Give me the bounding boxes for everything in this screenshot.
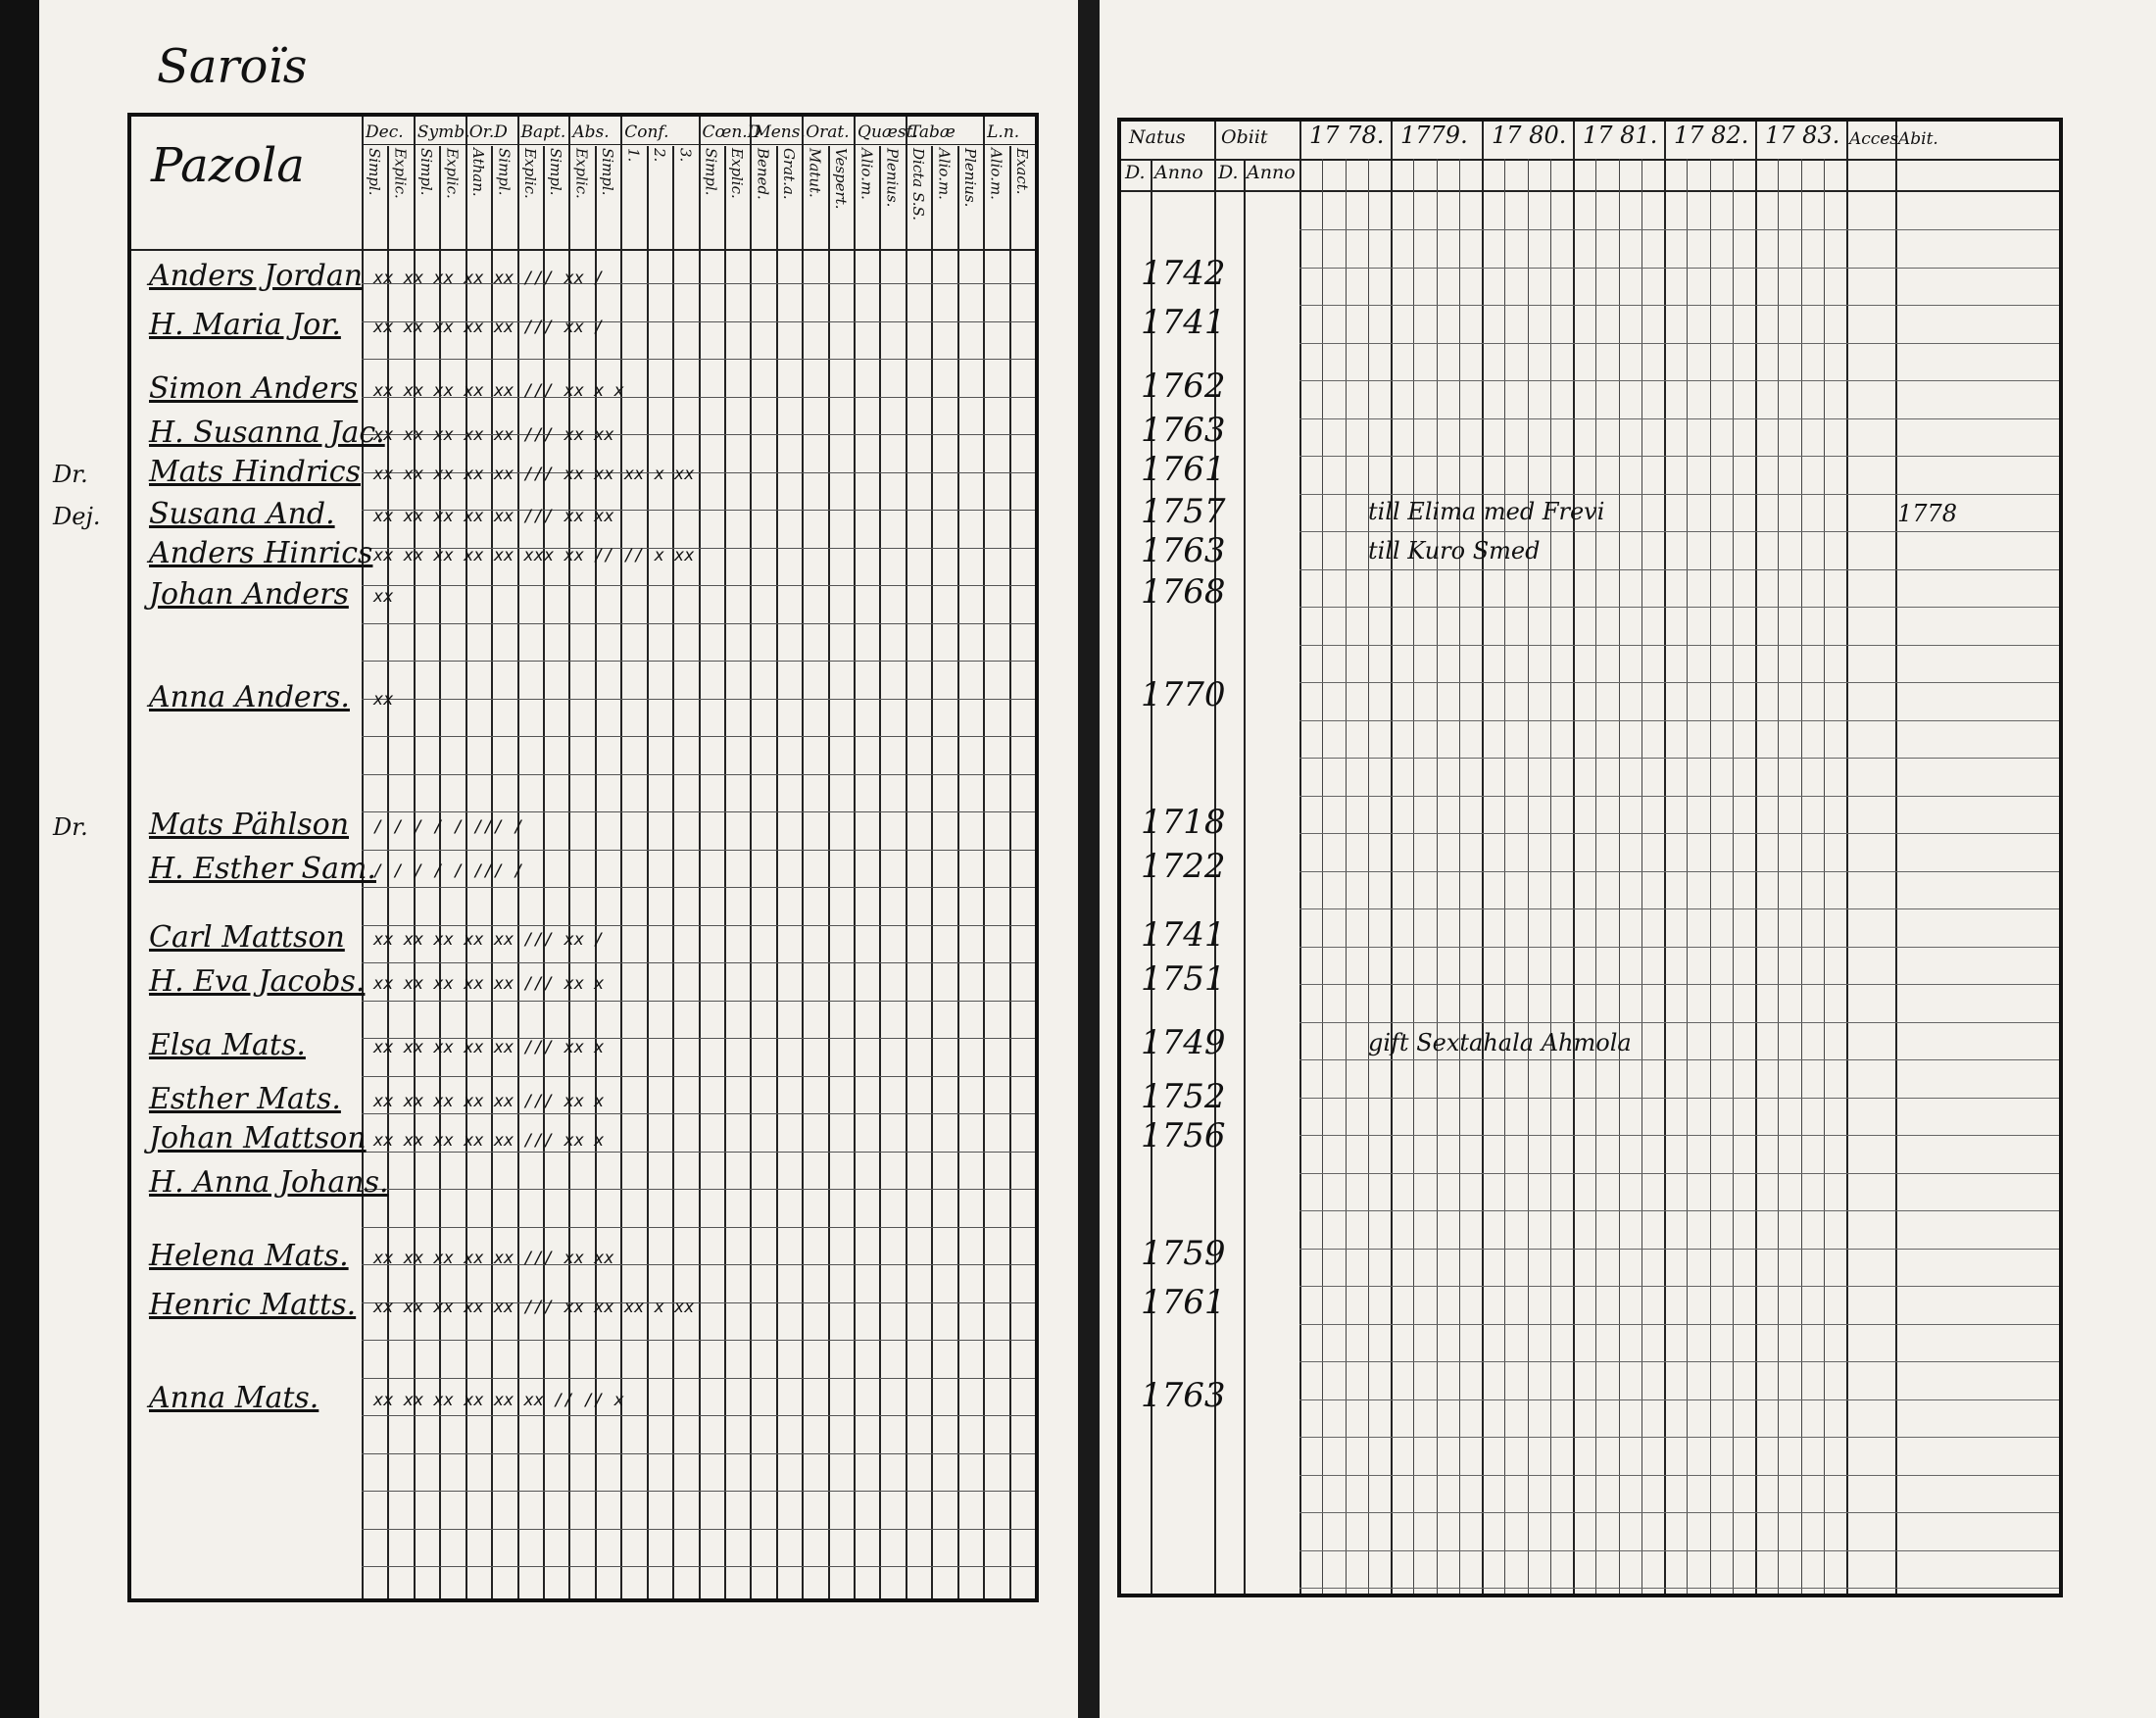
year-sub-divider: [1733, 159, 1734, 1594]
right-header-bottom: [1121, 190, 2059, 192]
abit-header: Abit.: [1898, 129, 1938, 149]
right-row-rule: [1299, 569, 2059, 570]
row-rule: [362, 1378, 1035, 1379]
column-group-header: Abs.: [572, 123, 610, 142]
birth-year: 1770: [1141, 675, 1226, 714]
column-group-divider: [802, 117, 804, 1598]
column-group-header: Bapt.: [520, 123, 566, 142]
page-title: Saroïs: [157, 39, 308, 94]
right-ledger-table: [1117, 118, 2063, 1597]
row-rule: [362, 811, 1035, 812]
sub-column-header: Bened.: [754, 148, 772, 200]
year-header: 17 82.: [1674, 122, 1749, 149]
natus-anno-header: Anno: [1154, 162, 1203, 183]
birth-year: 1768: [1141, 572, 1226, 612]
village-name: Pazola: [151, 138, 305, 193]
catechism-marks: xx xx xx xx xx xx // // x: [373, 1391, 624, 1410]
person-name: H. Esther Sam.: [149, 852, 376, 886]
sub-column-divider: [1009, 146, 1011, 1598]
sub-column-header: Explic.: [520, 148, 539, 199]
catechism-marks: xx xx xx xx xx /// xx /: [373, 318, 605, 337]
row-rule: [362, 1113, 1035, 1114]
right-row-rule: [1299, 418, 2059, 419]
sub-column-header: Plenius.: [883, 148, 902, 208]
right-row-rule: [1299, 1512, 2059, 1513]
sub-column-header: 1.: [624, 148, 643, 163]
row-rule: [362, 661, 1035, 662]
column-group-header: Mens.: [754, 123, 806, 142]
right-row-rule: [1299, 1098, 2059, 1099]
right-row-rule: [1299, 494, 2059, 495]
row-rule: [362, 1415, 1035, 1416]
person-name: Anna Anders.: [149, 680, 350, 714]
person-name: Carl Mattson: [149, 920, 345, 955]
row-rule: [362, 623, 1035, 624]
birth-year: 1722: [1141, 847, 1226, 886]
column-group-header: Tabæ: [908, 123, 956, 142]
right-row-rule: [1299, 645, 2059, 646]
column-group-divider: [466, 117, 467, 1598]
right-row-rule: [1299, 682, 2059, 683]
birth-year: 1761: [1141, 450, 1226, 489]
sub-column-header: Alio.m.: [987, 148, 1005, 200]
year-sub-divider: [1437, 159, 1438, 1594]
catechism-marks: xx: [373, 587, 394, 607]
column-group-divider: [414, 117, 416, 1598]
obiit-header: Obiit: [1221, 126, 1268, 148]
birth-year: 1741: [1141, 915, 1226, 955]
catechism-marks: xx xx xx xx xx xxx xx // // x xx: [373, 546, 695, 565]
right-row-rule: [1299, 268, 2059, 269]
row-rule: [362, 774, 1035, 775]
year-sub-divider: [1528, 159, 1529, 1594]
right-row-rule: [1299, 456, 2059, 457]
row-rule: [362, 850, 1035, 851]
year-sub-divider: [1504, 159, 1505, 1594]
sub-column-header: Explic.: [572, 148, 591, 199]
year-sub-divider: [1619, 159, 1620, 1594]
column-group-header: Dec.: [366, 123, 404, 142]
catechism-marks: xx xx xx xx xx /// xx x: [373, 1038, 605, 1057]
person-name: Esther Mats.: [149, 1082, 341, 1116]
row-rule: [362, 1453, 1035, 1454]
right-row-rule: [1299, 1249, 2059, 1250]
year-sub-divider: [1801, 159, 1802, 1594]
obiit-anno-header: Anno: [1247, 162, 1296, 183]
sub-column-divider: [828, 146, 830, 1598]
column-group-header: Conf.: [624, 123, 669, 142]
birth-year: 1761: [1141, 1283, 1226, 1322]
column-group-divider: [699, 117, 701, 1598]
birth-year: 1757: [1141, 492, 1226, 531]
right-row-rule: [1299, 947, 2059, 948]
right-row-rule: [1299, 380, 2059, 381]
header-divider: [131, 249, 1035, 251]
year-header: 1779.: [1400, 122, 1468, 149]
name-prefix: Dr.: [53, 813, 88, 841]
person-name: H. Eva Jacobs.: [149, 964, 366, 999]
catechism-marks: xx xx xx xx xx /// xx x: [373, 1131, 605, 1151]
column-group-divider: [517, 117, 519, 1598]
sub-column-divider: [672, 146, 674, 1598]
right-row-rule: [1299, 1588, 2059, 1589]
sub-column-divider: [931, 146, 933, 1598]
birth-year: 1763: [1141, 1376, 1226, 1415]
column-group-divider: [620, 117, 622, 1598]
sub-column-header: 3.: [676, 148, 695, 163]
right-row-rule: [1299, 720, 2059, 721]
sub-column-header: Explic.: [443, 148, 462, 199]
annotation-note: till Elima med Frevi: [1368, 498, 1605, 525]
row-rule: [362, 925, 1035, 926]
sub-column-header: Alio.m.: [935, 148, 954, 200]
right-row-rule: [1299, 871, 2059, 872]
sub-column-header: Matut.: [806, 148, 824, 198]
row-rule: [362, 699, 1035, 700]
sub-column-header: Exact.: [1012, 148, 1031, 195]
right-row-rule: [1299, 343, 2059, 344]
book-gutter: [1078, 0, 1100, 1718]
person-name: Helena Mats.: [149, 1239, 349, 1273]
row-rule: [362, 1566, 1035, 1567]
person-name: Anders Hinrics: [149, 536, 373, 570]
catechism-marks: xx xx xx xx xx /// xx xx: [373, 507, 614, 526]
birth-year: 1756: [1141, 1116, 1226, 1155]
right-row-rule: [1299, 1022, 2059, 1023]
column-group-header: L.n.: [987, 123, 1020, 142]
sub-column-header: Alio.m.: [858, 148, 876, 200]
column-group-header: Cœn.D: [702, 123, 761, 142]
column-group-divider: [906, 117, 907, 1598]
year-sub-divider: [1824, 159, 1825, 1594]
sub-column-header: Explic.: [391, 148, 410, 199]
sub-column-header: 2.: [650, 148, 668, 163]
row-rule: [362, 1340, 1035, 1341]
birth-year: 1751: [1141, 959, 1226, 999]
birth-year: 1752: [1141, 1077, 1226, 1116]
column-group-header: Or.D: [468, 123, 508, 142]
catechism-marks: xx xx xx xx xx /// xx x: [373, 1092, 605, 1111]
annotation-note: till Kuro Smed: [1368, 537, 1541, 564]
right-row-rule: [1299, 229, 2059, 230]
annotation-note: gift Sextahala Ahmola: [1368, 1029, 1632, 1056]
year-sub-divider: [1778, 159, 1779, 1594]
person-name: H. Susanna Jac.: [149, 416, 385, 450]
sub-column-divider: [543, 146, 545, 1598]
person-name: Susana And.: [149, 497, 335, 531]
year-header: 17 81.: [1583, 122, 1658, 149]
right-row-rule: [1299, 1399, 2059, 1400]
sub-column-header: Simpl.: [547, 148, 565, 196]
person-name: Henric Matts.: [149, 1288, 357, 1322]
catechism-marks: xx xx xx xx xx /// xx x x: [373, 381, 624, 401]
sub-column-header: Dicta S.S.: [909, 148, 928, 221]
row-rule: [362, 585, 1035, 586]
group-header-line: [362, 144, 1035, 145]
column-group-divider: [983, 117, 985, 1598]
person-name: H. Anna Johans.: [149, 1165, 389, 1200]
right-row-rule: [1299, 1437, 2059, 1438]
right-row-rule: [1299, 984, 2059, 985]
row-rule: [362, 1001, 1035, 1002]
column-group-divider: [750, 117, 752, 1598]
sub-column-header: Grat.a.: [779, 148, 798, 200]
year-sub-divider: [1413, 159, 1414, 1594]
catechism-marks: xx xx xx xx xx /// xx xx: [373, 425, 614, 445]
sub-column-header: Simpl.: [495, 148, 514, 196]
catechism-marks: xx xx xx xx xx /// xx /: [373, 269, 605, 288]
row-rule: [362, 962, 1035, 963]
abit-year: 1778: [1897, 500, 1958, 527]
name-prefix: Dej.: [53, 503, 101, 530]
birth-year: 1762: [1141, 367, 1226, 406]
left-ledger-table: [53, 113, 1039, 1602]
birth-year: 1763: [1141, 531, 1226, 570]
year-sub-divider: [1346, 159, 1347, 1594]
year-header: 17 78.: [1309, 122, 1385, 149]
natus-day-header: D.: [1125, 162, 1146, 183]
row-rule: [362, 1189, 1035, 1190]
right-row-rule: [1299, 1324, 2059, 1325]
acces-header: Acces: [1849, 129, 1899, 149]
year-header: 17 83.: [1765, 122, 1840, 149]
sub-column-header: Simpl.: [702, 148, 720, 196]
catechism-marks: xx xx xx xx xx /// xx xx xx x xx: [373, 1298, 695, 1317]
sub-column-divider: [957, 146, 959, 1598]
birth-year: 1749: [1141, 1023, 1226, 1062]
row-rule: [362, 736, 1035, 737]
right-row-rule: [1299, 1361, 2059, 1362]
natus-obiit-divider: [1244, 159, 1246, 1594]
row-rule: [362, 359, 1035, 360]
row-rule: [362, 1529, 1035, 1530]
sub-column-header: Simpl.: [366, 148, 384, 196]
catechism-marks: xx xx xx xx xx /// xx xx xx x xx: [373, 465, 695, 484]
catechism-marks: / / / / / /// /: [373, 817, 524, 837]
sub-column-divider: [647, 146, 649, 1598]
birth-year: 1763: [1141, 411, 1226, 450]
sub-column-header: Vespert.: [831, 148, 850, 210]
year-sub-divider: [1550, 159, 1551, 1594]
right-row-rule: [1299, 607, 2059, 608]
right-row-rule: [1299, 1135, 2059, 1136]
right-row-rule: [1299, 796, 2059, 797]
column-group-divider: [568, 117, 570, 1598]
right-row-rule: [1299, 305, 2059, 306]
person-name: Johan Mattson: [149, 1121, 367, 1155]
sub-column-divider: [776, 146, 778, 1598]
year-sub-divider: [1687, 159, 1688, 1594]
birth-year: 1742: [1141, 254, 1226, 293]
person-name: H. Maria Jor.: [149, 308, 341, 342]
right-row-rule: [1299, 1059, 2059, 1060]
right-row-rule: [1299, 1550, 2059, 1551]
right-row-rule: [1299, 531, 2059, 532]
row-rule: [362, 1076, 1035, 1077]
year-sub-divider: [1459, 159, 1460, 1594]
right-row-rule: [1299, 758, 2059, 759]
year-sub-divider: [1368, 159, 1369, 1594]
sub-column-header: Explic.: [728, 148, 747, 199]
right-row-rule: [1299, 1210, 2059, 1211]
column-group-header: Symb.: [416, 123, 470, 142]
person-name: Mats Hindrics: [149, 455, 362, 489]
natus-header: Natus: [1129, 126, 1186, 148]
row-rule: [362, 1491, 1035, 1492]
right-header-divider: [1121, 159, 2059, 161]
column-group-header: Orat.: [806, 123, 850, 142]
catechism-marks: / / / / / /// /: [373, 861, 524, 881]
right-row-rule: [1299, 1173, 2059, 1174]
right-row-rule: [1299, 1475, 2059, 1476]
sub-column-header: Plenius.: [960, 148, 979, 208]
person-name: Mats Pählson: [149, 808, 350, 842]
row-rule: [362, 1227, 1035, 1228]
catechism-marks: xx xx xx xx xx /// xx xx: [373, 1249, 614, 1268]
column-group-divider: [854, 117, 856, 1598]
year-sub-divider: [1710, 159, 1711, 1594]
birth-year: 1741: [1141, 303, 1226, 342]
birth-year: 1759: [1141, 1234, 1226, 1273]
year-header: 17 80.: [1492, 122, 1567, 149]
catechism-marks: xx: [373, 690, 394, 710]
person-name: Anna Mats.: [149, 1381, 319, 1415]
catechism-marks: xx xx xx xx xx /// xx /: [373, 930, 605, 950]
sub-column-divider: [595, 146, 597, 1598]
person-name: Elsa Mats.: [149, 1028, 306, 1062]
year-sub-divider: [1595, 159, 1596, 1594]
catechism-marks: xx xx xx xx xx /// xx x: [373, 974, 605, 994]
right-row-rule: [1299, 1286, 2059, 1287]
column-group-header: Quæst.: [858, 123, 918, 142]
sub-column-header: Athan.: [468, 148, 487, 197]
sub-column-divider: [879, 146, 881, 1598]
person-name: Anders Jordan: [149, 259, 364, 293]
person-name: Johan Anders: [149, 577, 349, 612]
right-row-rule: [1299, 833, 2059, 834]
sub-column-divider: [724, 146, 726, 1598]
row-rule: [362, 887, 1035, 888]
birth-year: 1718: [1141, 803, 1226, 842]
right-row-rule: [1299, 908, 2059, 909]
name-prefix: Dr.: [53, 461, 88, 488]
person-name: Simon Anders: [149, 371, 359, 406]
row-rule: [362, 1152, 1035, 1153]
obiit-day-header: D.: [1218, 162, 1239, 183]
year-sub-divider: [1322, 159, 1323, 1594]
sub-column-header: Simpl.: [599, 148, 617, 196]
sub-column-header: Simpl.: [417, 148, 436, 196]
